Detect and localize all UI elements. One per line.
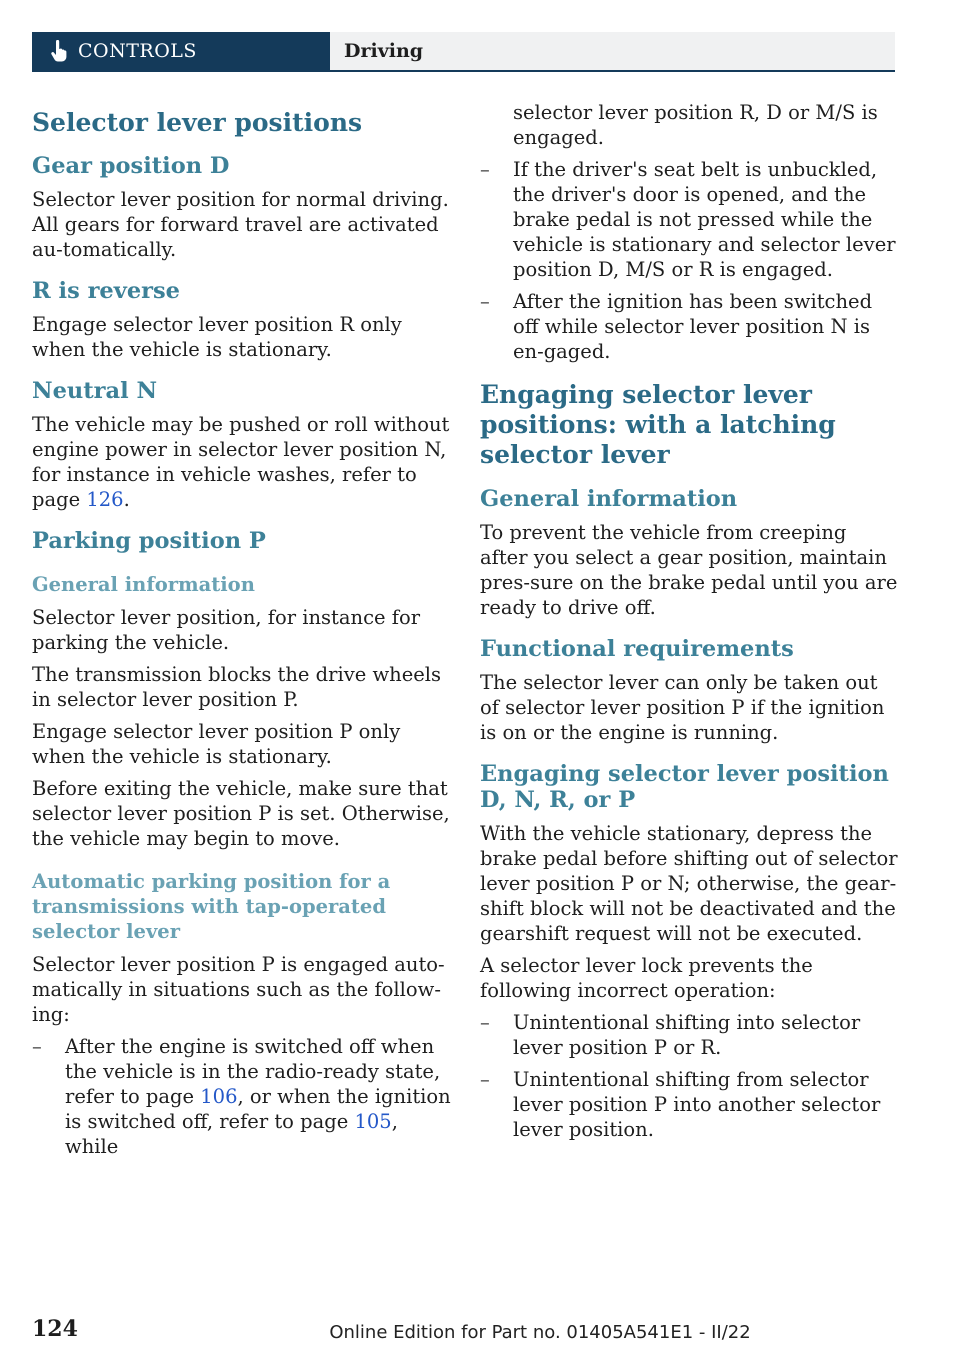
functional-req-heading: Functional requirements — [480, 636, 794, 662]
edition-footer: Online Edition for Part no. 01405A541E1 - II/22 — [329, 1322, 751, 1343]
reverse-heading: R is reverse — [32, 278, 180, 304]
chapter-tab-driving — [330, 32, 895, 70]
gear-d-heading: Gear position D — [32, 153, 230, 179]
section-tab-controls — [32, 32, 330, 70]
list-item — [480, 157, 900, 282]
bullet1-text-b: , or when the ignition is switched off, refer to page — [65, 1085, 451, 1133]
engaging-text: With the vehicle stationary, depress the brake pedal before shifting out of selector lever position P or N; otherwise, the gear‐shift block will not be deactivated and the gearshift request will not be executed. — [480, 822, 898, 945]
neutral-text — [32, 412, 452, 512]
neutral-heading: Neutral N — [32, 378, 158, 404]
functional-req-text: The selector lever can only be taken out of selector lever position P if the ignition is on or the engine is running. — [480, 671, 885, 744]
right-column — [480, 100, 900, 1149]
parking-p3: Engage selector lever position P only when the vehicle is stationary. — [32, 720, 401, 768]
page-link-106[interactable]: 106 — [200, 1085, 238, 1108]
parking-p2: The transmission blocks the drive wheels in selector lever position P. — [32, 663, 442, 711]
lock-list — [480, 1010, 900, 1142]
general-info-text: To prevent the vehicle from creeping after you select a gear position, maintain pres‐sure on the brake pedal until you are ready to drive off. — [480, 521, 898, 619]
auto-parking-heading: Automatic parking position for a transmissions with tap-operated selector lever — [32, 870, 391, 943]
neutral-text-body: The vehicle may be pushed or roll without engine power in selector lever position N, for instance in vehicle washes, refer to page — [32, 413, 450, 511]
chapter-label: Driving — [344, 40, 424, 62]
bullet1-continuation: selector lever position R, D or M/S is engaged. — [513, 101, 878, 149]
auto-parking-text: Selector lever position P is engaged auto‐matically in situations such as the follow‐ing: — [32, 953, 445, 1026]
dash-bullet: – — [32, 1035, 42, 1058]
bullet1-text-c: , while — [65, 1110, 398, 1158]
dash-bullet: – — [480, 290, 490, 313]
bullet1-text-a: After the engine is switched off when the vehicle is in the radio-ready state, refer to page — [65, 1035, 441, 1108]
parking-heading: Parking position P — [32, 528, 266, 554]
page-header — [32, 32, 895, 70]
bullet3-text: After the ignition has been switched off while selector lever position N is en‐gaged. — [513, 290, 873, 363]
left-column — [32, 100, 452, 1166]
list-item — [32, 1034, 452, 1159]
lock-bullet1-text: Unintentional shifting into selector lever position P or R. — [513, 1011, 861, 1059]
neutral-text-end: . — [123, 488, 130, 511]
reverse-text: Engage selector lever position R only when the vehicle is stationary. — [32, 313, 402, 361]
page-number: 124 — [32, 1316, 78, 1342]
dash-bullet: – — [480, 1011, 490, 1034]
dash-bullet: – — [480, 1068, 490, 1091]
header-rule — [32, 70, 895, 72]
page-link-126[interactable]: 126 — [86, 488, 124, 511]
lock-bullet2-text: Unintentional shifting from selector lever position P into another selector lever position. — [513, 1068, 881, 1141]
page-link-105[interactable]: 105 — [354, 1110, 392, 1133]
list-item — [480, 1067, 900, 1142]
parking-general-heading: General information — [32, 573, 255, 596]
dash-bullet: – — [480, 158, 490, 181]
gear-d-text: Selector lever position for normal driving. All gears for forward travel are activated au‐tomatically. — [32, 188, 449, 261]
auto-parking-list-cont — [480, 157, 900, 364]
section-title: Selector lever positions — [32, 108, 363, 137]
parking-p1: Selector lever position, for instance for parking the vehicle. — [32, 606, 421, 654]
latching-lever-title: Engaging selector lever positions: with a latching selector lever — [480, 380, 836, 469]
list-item — [480, 289, 900, 364]
bullet2-text: If the driver's seat belt is unbuckled, the driver's door is opened, and the brake pedal is not pressed while the vehicle is stationary and selector lever position D, M/S or R is engaged. — [513, 158, 896, 281]
general-info-heading: General information — [480, 486, 738, 512]
hand-pointer-icon — [40, 40, 78, 62]
engaging-heading: Engaging selector lever position D, N, R, or P — [480, 761, 889, 813]
auto-parking-list — [32, 1034, 452, 1159]
parking-p4: Before exiting the vehicle, make sure that selector lever position P is set. Otherwise, the vehicle may begin to move. — [32, 777, 450, 850]
section-label: CONTROLS — [78, 40, 197, 62]
list-item — [480, 1010, 900, 1060]
lock-text: A selector lever lock prevents the following incorrect operation: — [480, 954, 813, 1002]
